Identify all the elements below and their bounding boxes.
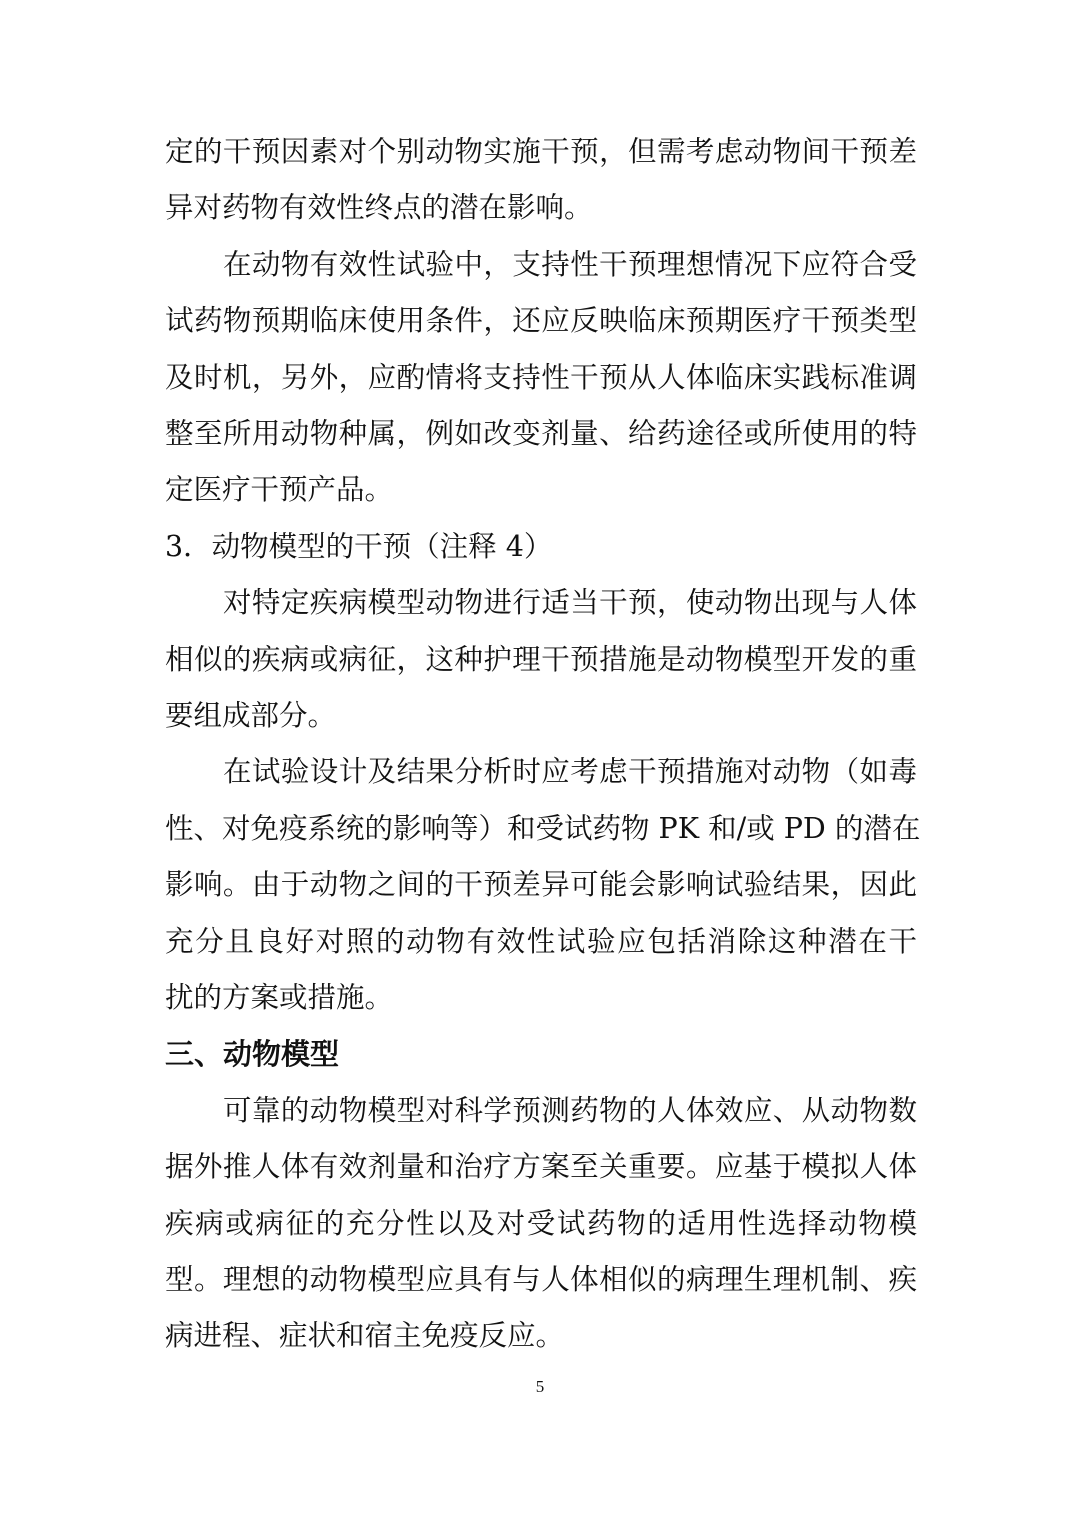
body-text-line: 定医疗干预产品。 [165,473,394,506]
section-subheading: 3．动物模型的干预（注释 4） [165,530,553,563]
body-text-line: 相似的疾病或病征，这种护理干预措施是动物模型开发的重 [165,643,917,676]
paragraph-first-line: 在试验设计及结果分析时应考虑干预措施对动物（如毒 [223,755,917,788]
body-text-line: 病进程、症状和宿主免疫反应。 [165,1319,565,1352]
paragraph-first-line: 可靠的动物模型对科学预测药物的人体效应、从动物数 [223,1094,917,1127]
body-text-line: 及时机，另外，应酌情将支持性干预从人体临床实践标准调 [165,361,917,394]
body-text-line: 型。理想的动物模型应具有与人体相似的病理生理机制、疾 [165,1263,917,1296]
body-text-line: 要组成部分。 [165,699,337,732]
body-text-line: 据外推人体有效剂量和治疗方案至关重要。应基于模拟人体 [165,1150,917,1183]
paragraph-first-line: 在动物有效性试验中，支持性干预理想情况下应符合受 [223,248,917,281]
section-heading: 三、动物模型 [165,1037,340,1071]
body-text-line: 充分且良好对照的动物有效性试验应包括消除这种潜在干 [165,925,917,958]
page-number: 5 [535,1377,545,1396]
body-text-line: 定的干预因素对个别动物实施干预，但需考虑动物间干预差 [165,135,917,168]
body-text-line: 异对药物有效性终点的潜在影响。 [165,191,593,224]
body-text-line: 影响。由于动物之间的干预差异可能会影响试验结果，因此 [165,868,917,901]
body-text-line: 整至所用动物种属，例如改变剂量、给药途径或所使用的特 [165,417,917,450]
body-text-line: 试药物预期临床使用条件，还应反映临床预期医疗干预类型 [165,304,917,337]
body-text-line: 疾病或病征的充分性以及对受试药物的适用性选择动物模 [165,1207,917,1240]
body-text-line: 扰的方案或措施。 [165,981,394,1014]
paragraph-first-line: 对特定疾病模型动物进行适当干预，使动物出现与人体 [223,586,917,619]
body-text-line: 性、对免疫系统的影响等）和受试药物 PK 和/或 PD 的潜在 [165,812,921,845]
